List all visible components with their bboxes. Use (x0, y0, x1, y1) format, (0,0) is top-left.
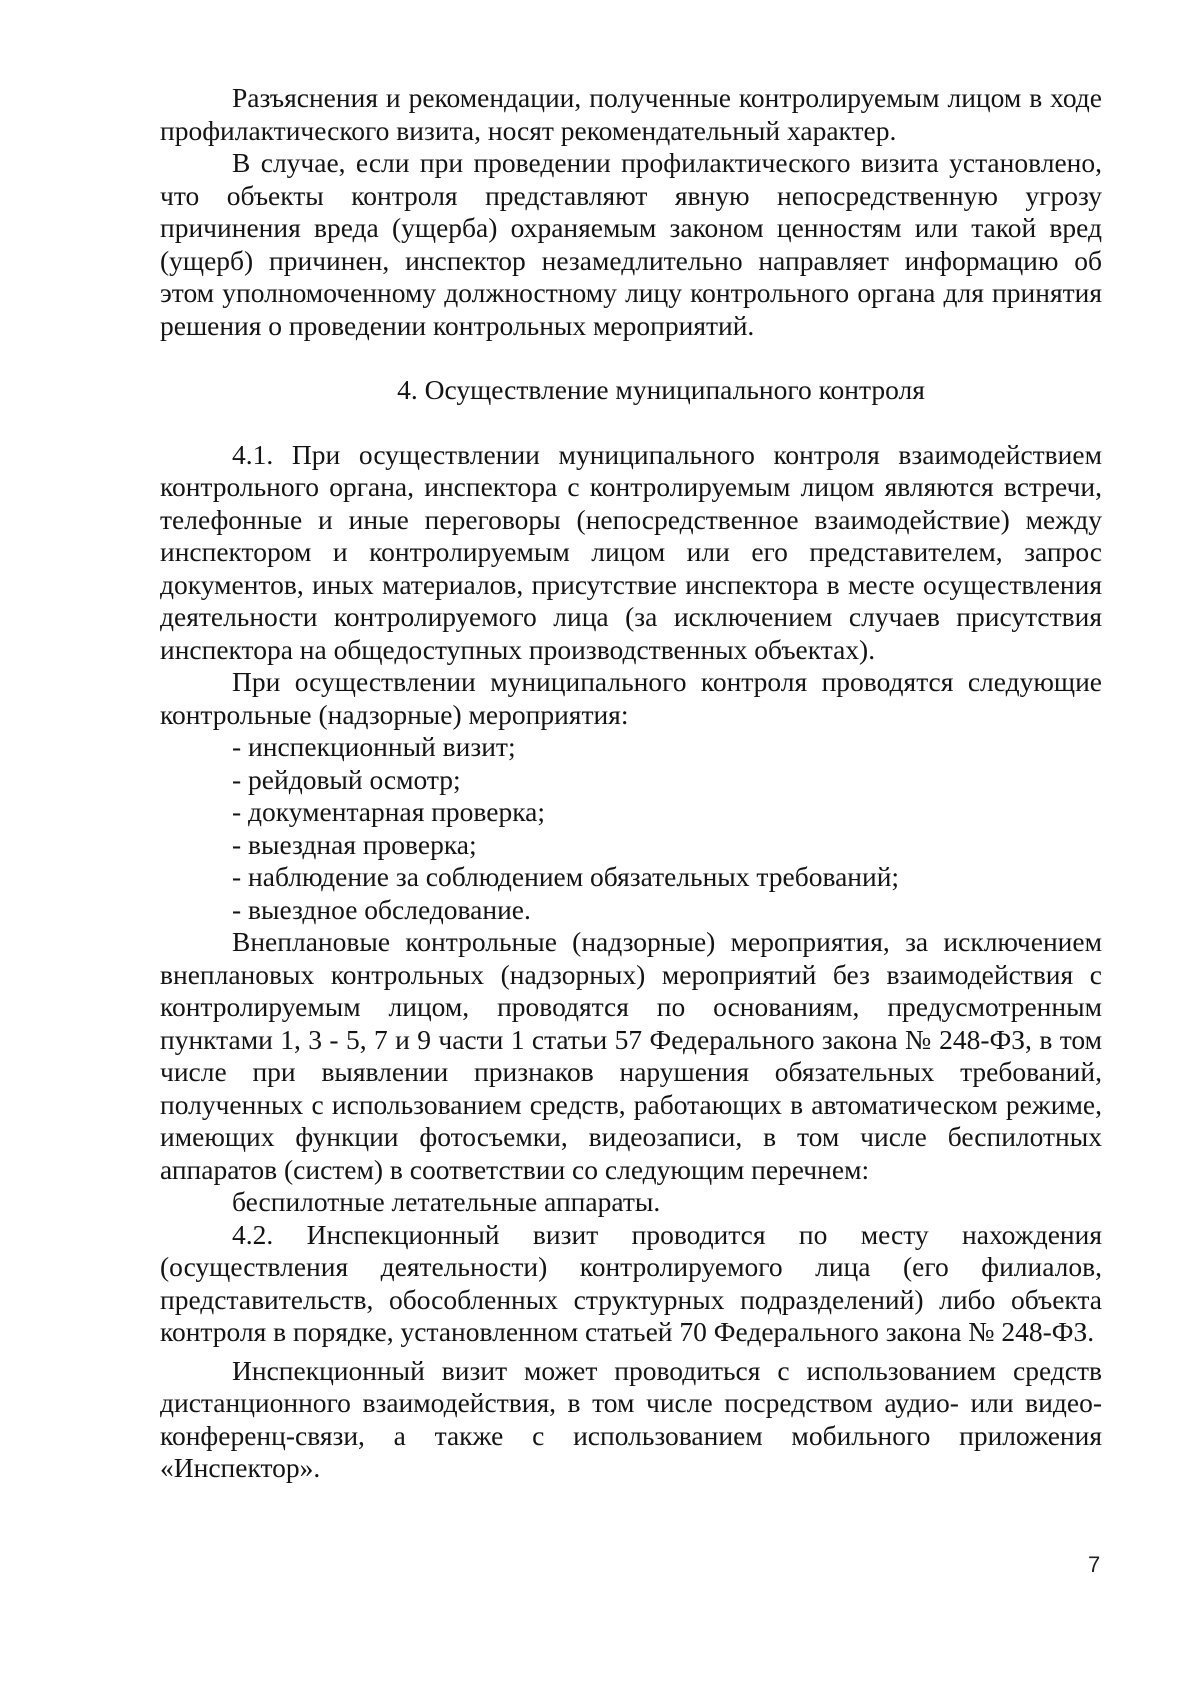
measures-list (160, 731, 1102, 926)
paragraph-remote-visit: Инспекционный визит может проводиться с использованием средств дистанционного взаимодействия, в том числе посредством аудио- или видео-конференц-связи, а также с использованием мобильного приложения «Инспектор». (160, 1354, 1102, 1483)
section-heading: 4. Осуществление муниципального контроля (397, 374, 925, 405)
paragraph-4-1: 4.1. При осуществлении муниципального контроля взаимодействием контрольного органа, инспектора с контролируемым лицом являются встречи, телефонные и иные переговоры (непосредственное взаимодействие) между инспектором и контролируемым лицом или его представителем, запрос документов, иных материалов, присутствие инспектора в месте осуществления деятельности контролируемого лица (за исключением случаев присутствия инспектора на общедоступных производственных объектах). (160, 438, 1102, 665)
list-item: - наблюдение за соблюдением обязательных требований; (232, 861, 900, 892)
list-item: - документарная проверка; (232, 796, 546, 827)
page-number: 7 (1088, 1552, 1101, 1577)
list-item: - выездное обследование. (232, 893, 531, 925)
paragraph-unplanned-measures: Внеплановые контрольные (надзорные) мероприятия, за исключением внеплановых контрольных (надзорных) мероприятий без взаимодействия с контролируемым лицом, проводятся по основаниям, предусмотренным пунктами 1, 3 - 5, 7 и 9 части 1 статьи 57 Федерального закона № 248-ФЗ, в том числе при выявлении признаков нарушения обязательных требований, полученных с использованием средств, работающих в автоматическом режиме, имеющих функции фотосъемки, видеозаписи, в том числе беспилотных аппаратов (систем) в соответствии со следующим перечнем: (160, 926, 1102, 1185)
paragraph-threat-case: В случае, если при проведении профилактического визита установлено, что объекты контроля представляют явную непосредственную угрозу причинения вреда (ущерба) охраняемым законом ценностям или такой вред (ущерб) причинен, инспектор незамедлительно направляет информацию об этом уполномоченному должностному лицу контрольного органа для принятия решения о проведении контрольных мероприятий. (160, 147, 1102, 341)
paragraph-measures-intro: При осуществлении муниципального контроля проводятся следующие контрольные (надзорные) мероприятия: (160, 666, 1102, 730)
paragraph-drones: беспилотные летательные аппараты. (232, 1186, 661, 1217)
paragraph-4-2: 4.2. Инспекционный визит проводится по месту нахождения (осуществления деятельности) контролируемого лица (его филиалов, представительств, обособленных структурных подразделений) либо объекта контроля в порядке, установленном статьей 70 Федерального закона № 248-ФЗ. (160, 1218, 1102, 1347)
list-item: - инспекционный визит; (232, 731, 516, 762)
paragraph-clarifications: Разъяснения и рекомендации, полученные контролируемым лицом в ходе профилактического визита, носят рекомендательный характер. (160, 82, 1102, 146)
list-item: - рейдовый осмотр; (232, 763, 461, 795)
list-item: - выездная проверка; (232, 828, 477, 860)
